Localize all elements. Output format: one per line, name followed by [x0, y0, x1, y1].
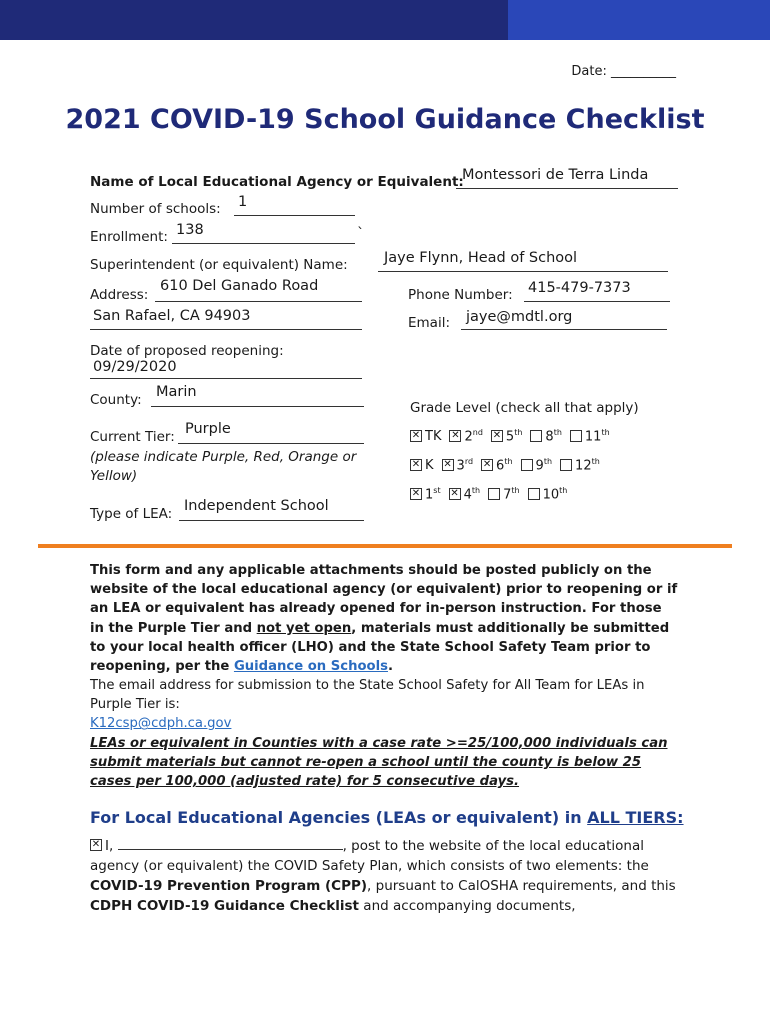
grade-label: 3 — [456, 458, 465, 474]
schools-value: 1 — [238, 194, 248, 210]
grade-option[interactable] — [410, 458, 434, 473]
submission-paragraph — [90, 676, 680, 791]
phone-label: Phone Number: — [408, 287, 513, 303]
phone-value: 415-479-7373 — [528, 280, 631, 296]
signatory-name-field[interactable] — [118, 837, 343, 850]
superintendent-label: Superintendent (or equivalent) Name: — [90, 257, 348, 273]
grade-option[interactable] — [442, 457, 474, 473]
grade-label: 10 — [542, 487, 560, 503]
grade-suffix: th — [559, 486, 568, 495]
grade-row-2 — [410, 457, 608, 473]
reopening-label: Date of proposed reopening: — [90, 343, 284, 359]
lea-value: Montessori de Terra Linda — [462, 167, 649, 183]
county-value: Marin — [156, 384, 197, 400]
grade-suffix: st — [433, 486, 441, 495]
email-label: Email: — [408, 315, 451, 331]
all-tiers-heading-emph: ALL TIERS: — [587, 808, 684, 827]
page-title: 2021 COVID-19 School Guidance Checklist — [65, 104, 705, 135]
grade-label: 11 — [584, 429, 602, 445]
grade-level-label: Grade Level (check all that apply) — [410, 400, 639, 416]
grade-option[interactable] — [521, 457, 553, 473]
safety-plan-checkbox[interactable]: ✕ — [91, 839, 101, 850]
case-rate-warning: LEAs or equivalent in Counties with a case rate >=25/100,000 individuals can submit materials but cannot re-open a school until the county is below 25 cases per 100,000 (adjusted rate) for 5 consecutive days. — [90, 735, 668, 790]
tier-note: (please indicate Purple, Red, Orange or Yellow) — [90, 449, 357, 484]
grade-row-1 — [410, 428, 618, 444]
grade-label: 5 — [505, 429, 515, 445]
notice-paragraph — [90, 561, 680, 676]
address-line2: San Rafael, CA 94903 — [93, 308, 251, 324]
grade-label: 6 — [496, 458, 505, 474]
checkbox-icon[interactable] — [560, 459, 572, 471]
enrollment-tick: ` — [357, 226, 365, 242]
county-label: County: — [90, 392, 142, 408]
address-label: Address: — [90, 287, 149, 303]
notice-text-1: This form and any applicable attachments should be posted publicly on the website of the local educational agency (or equivalent) prior to reopening or if an LEA or equivalent has already opened for in-person instruction. For those in the Purple Tier and — [90, 563, 678, 636]
grade-option[interactable] — [491, 428, 523, 444]
schools-label: Number of schools: — [90, 201, 221, 217]
lea-type-value: Independent School — [184, 498, 329, 514]
checkbox-icon[interactable] — [521, 459, 533, 471]
all-tiers-heading-text: For Local Educational Agencies (LEAs or equivalent) in — [90, 808, 588, 827]
grade-label: TK — [425, 429, 442, 445]
grade-option[interactable] — [410, 429, 441, 444]
checklist-text: CDPH COVID-19 Guidance Checklist — [90, 898, 360, 914]
checked-checkbox-icon[interactable]: ✕ — [482, 458, 492, 470]
not-yet-open-text: not yet open — [256, 620, 352, 636]
submission-text: The email address for submission to the State School Safety for All Team for LEAs in Purple Tier is: — [90, 678, 645, 713]
cpp-text: COVID-19 Prevention Program (CPP) — [90, 878, 368, 894]
superintendent-value: Jaye Flynn, Head of School — [384, 250, 578, 266]
lea-type-label: Type of LEA: — [90, 506, 173, 522]
grade-label: 9 — [535, 458, 544, 474]
grade-option[interactable] — [560, 457, 600, 473]
email-value: jaye@mdtl.org — [466, 309, 573, 325]
checkbox-icon[interactable] — [570, 430, 582, 442]
grade-suffix: rd — [464, 457, 474, 466]
schools-field[interactable] — [234, 199, 355, 216]
grade-option[interactable] — [449, 428, 482, 444]
enrollment-label: Enrollment: — [90, 229, 168, 245]
grade-label: 2 — [464, 429, 473, 445]
checked-checkbox-icon[interactable]: ✕ — [411, 458, 421, 470]
grade-option[interactable] — [570, 428, 610, 444]
grade-suffix: th — [591, 457, 600, 466]
lea-label: Name of Local Educational Agency or Equivalent: — [90, 174, 464, 190]
grade-suffix: th — [504, 457, 513, 466]
grade-label: 7 — [503, 487, 512, 503]
reopening-value: 09/29/2020 — [93, 359, 177, 375]
grade-label: 12 — [575, 458, 592, 474]
grade-suffix: th — [553, 428, 562, 437]
grade-row-3 — [410, 486, 575, 502]
grade-suffix: th — [601, 428, 610, 437]
checked-checkbox-icon[interactable]: ✕ — [443, 458, 452, 470]
grade-suffix: th — [514, 428, 523, 437]
checkbox-icon[interactable] — [488, 488, 500, 500]
grade-option[interactable] — [530, 428, 562, 444]
date-field[interactable]: Date: __________ — [571, 64, 676, 79]
checked-checkbox-icon[interactable]: ✕ — [492, 429, 502, 441]
header-bar — [0, 0, 770, 40]
checked-checkbox-icon[interactable]: ✕ — [450, 487, 459, 499]
all-tiers-heading — [90, 808, 684, 827]
grade-suffix: th — [471, 486, 481, 495]
grade-label: 4 — [463, 487, 472, 503]
grade-option[interactable] — [488, 486, 520, 502]
tier-label: Current Tier: — [90, 429, 175, 445]
checkbox-icon[interactable] — [528, 488, 540, 500]
enrollment-value: 138 — [176, 222, 204, 238]
grade-suffix: nd — [472, 428, 483, 437]
grade-option[interactable] — [410, 486, 441, 502]
grade-option[interactable] — [449, 486, 481, 502]
checked-checkbox-icon[interactable]: ✕ — [411, 429, 421, 441]
checked-checkbox-icon[interactable]: ✕ — [411, 487, 421, 499]
grade-label: 1 — [425, 487, 434, 503]
safety-plan-text-1: I, — [105, 838, 118, 854]
safety-plan-text-2: , post to the website of the local educational agency (or equivalent) the COVID Safety Plan, which consists of two elements: the — [90, 838, 649, 874]
checkbox-icon[interactable] — [530, 430, 542, 442]
checked-checkbox-icon[interactable]: ✕ — [451, 429, 460, 441]
grade-label: 8 — [545, 429, 554, 445]
notice-text-end: . — [387, 659, 393, 675]
guidance-on-schools-link[interactable]: Guidance on Schools — [233, 659, 388, 675]
grade-label: K — [425, 458, 434, 474]
section-divider — [38, 544, 732, 548]
grade-suffix: th — [511, 486, 520, 495]
safety-plan-text-3: , pursuant to CalOSHA requirements, and this — [367, 878, 676, 894]
address-line1: 610 Del Ganado Road — [160, 278, 319, 294]
grade-suffix: th — [543, 457, 553, 466]
safety-plan-paragraph — [90, 836, 690, 916]
notice-text-2: , materials must additionally be submitted to your local health officer (LHO) and the State School Safety Team prior to reopening, per the — [90, 620, 670, 675]
tier-value: Purple — [185, 421, 231, 437]
header-accent — [508, 0, 770, 40]
grade-option[interactable] — [481, 457, 513, 473]
submission-email-link[interactable]: K12csp@cdph.ca.gov — [90, 716, 232, 732]
grade-option[interactable] — [528, 486, 568, 502]
safety-plan-text-4: and accompanying documents, — [359, 898, 576, 914]
